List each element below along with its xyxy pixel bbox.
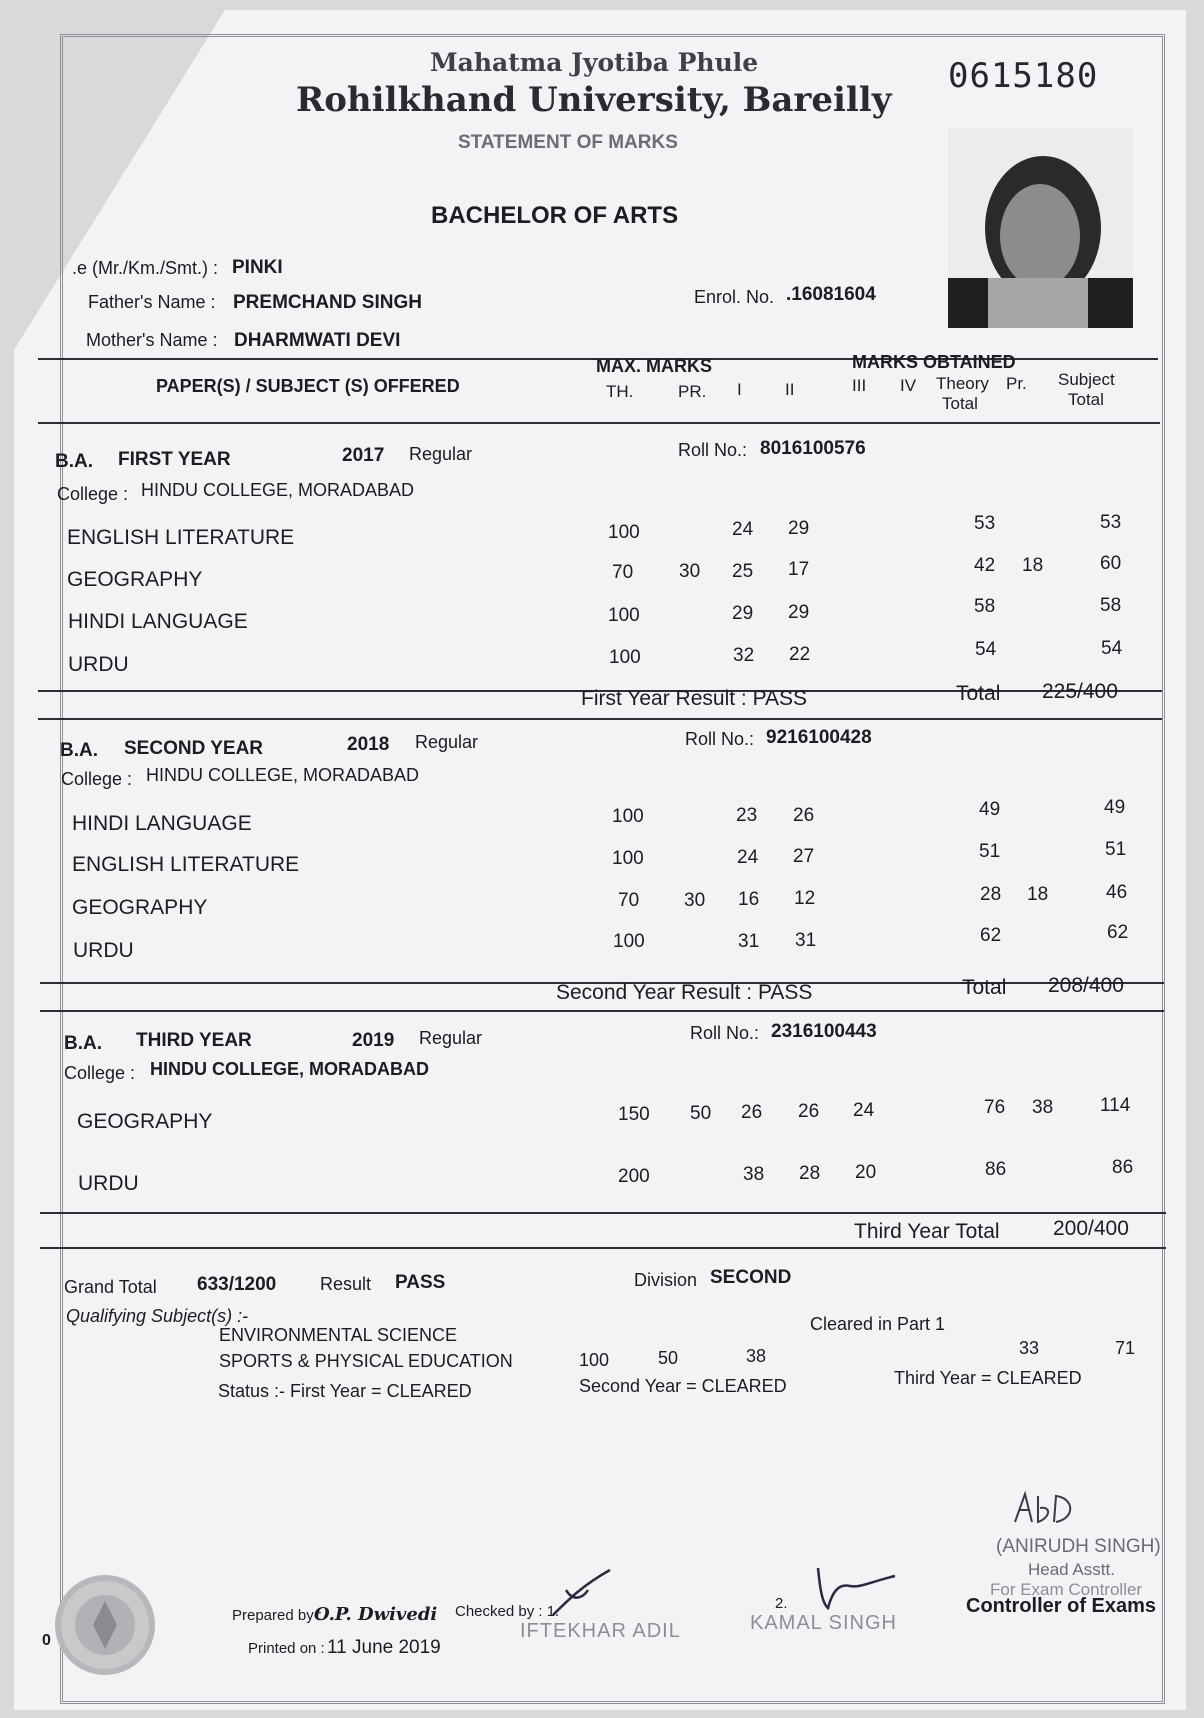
y2-roll-label: Roll No.: [685,729,755,749]
y3-roll: 2316100443 [771,1021,877,1042]
y2-college-label: College : [61,769,133,789]
table-cell: 114 [1100,1095,1131,1116]
table-cell: 30 [684,890,706,911]
table-cell: 100 [608,605,640,626]
student-name: PINKI [232,257,283,278]
table-cell: 32 [733,645,755,666]
signatory-title: Head Asstt. [1028,1560,1115,1579]
student-photo [948,128,1133,328]
division-label: Division [634,1270,698,1290]
table-cell: 86 [985,1159,1007,1180]
table-cell: 20 [855,1162,877,1183]
q-max-1: 100 [579,1350,610,1370]
table-cell: 54 [975,639,997,660]
table-cell: 100 [613,931,645,952]
university-line1: Mahatma Jyotiba Phule [430,48,759,77]
table-cell: 46 [1106,882,1128,903]
table-cell: 62 [980,925,1002,946]
table-cell: 60 [1100,553,1122,574]
y2-roll: 9216100428 [766,727,872,748]
checker-1-signature [548,1560,618,1620]
for-exam-controller: For Exam Controller [990,1580,1143,1599]
table-cell: 53 [974,513,996,534]
table-cell: 70 [612,562,634,583]
division-value: SECOND [710,1267,792,1288]
qualifying-label: Qualifying Subject(s) :- [66,1306,249,1326]
university-name: Rohilkhand University, Bareilly [296,80,892,120]
table-cell: 18 [1027,884,1049,905]
controller-signature [1010,1488,1080,1528]
table-cell: 24 [853,1100,875,1121]
table-row-subject: HINDI LANGUAGE [72,812,252,835]
table-cell: 29 [788,518,810,539]
q-obtained-1: 38 [746,1346,767,1366]
checked-label: Checked by : 1. [455,1603,560,1620]
paper-iv-header: IV [900,376,917,395]
table-cell: 100 [608,522,640,543]
table-cell: 51 [1105,839,1127,860]
y3-type: Regular [419,1028,483,1048]
y1-roll: 8016100576 [760,438,866,459]
table-cell: 31 [795,930,817,951]
y2-total-label: Total [962,976,1007,999]
checker-2-stamp: KAMAL SINGH [750,1612,897,1634]
divider [40,1247,1166,1249]
y2-ba: B.A. [60,740,98,761]
q-max-2: 50 [658,1348,679,1368]
table-cell: 150 [618,1104,650,1125]
status-first-year: Status :- First Year = CLEARED [218,1381,472,1401]
table-row-subject: ENGLISH LITERATURE [72,853,300,876]
table-cell: 49 [1104,797,1126,818]
table-cell: 70 [618,890,640,911]
mother-name: DHARMWATI DEVI [234,330,401,351]
document-title: STATEMENT OF MARKS [458,132,678,153]
max-marks-header: MAX. MARKS [596,356,712,376]
checker-2-signature [810,1558,900,1618]
table-row-subject: URDU [78,1172,139,1195]
table-cell: 29 [788,602,810,623]
practical-header: Pr. [1006,374,1027,393]
table-cell: 24 [737,847,759,868]
table-cell: 58 [1100,595,1122,616]
printed-on: 11 June 2019 [327,1637,441,1658]
y2-year: SECOND YEAR [124,738,264,759]
table-cell: 30 [679,561,701,582]
table-row-subject: GEOGRAPHY [77,1110,213,1133]
qualifying-subject-2: SPORTS & PHYSICAL EDUCATION [219,1351,513,1371]
cleared-part1: Cleared in Part 1 [810,1314,946,1334]
table-cell: 54 [1101,638,1123,659]
table-row-subject: GEOGRAPHY [67,568,203,591]
papers-header: PAPER(S) / SUBJECT (S) OFFERED [156,376,460,396]
y3-roll-label: Roll No.: [690,1023,760,1043]
table-cell: 49 [979,799,1001,820]
table-cell: 50 [690,1103,712,1124]
table-cell: 22 [789,644,811,665]
mother-label: Mother's Name : [86,330,218,350]
table-cell: 28 [980,884,1002,905]
y1-college: HINDU COLLEGE, MORADABAD [141,480,415,500]
th-header: TH. [606,382,634,401]
table-cell: 62 [1107,922,1129,943]
paper-iii-header: III [852,376,867,395]
controller-of-exams: Controller of Exams [966,1595,1157,1617]
table-cell: 86 [1112,1157,1134,1178]
checker-2-number: 2. [775,1595,788,1612]
table-cell: 38 [743,1164,765,1185]
table-row-subject: URDU [73,939,134,962]
divider [38,718,1162,720]
y1-year: FIRST YEAR [118,449,231,470]
table-cell: 17 [788,559,810,580]
printed-label: Printed on : [248,1640,325,1657]
y1-type: Regular [409,444,473,464]
table-cell: 31 [738,931,760,952]
status-second-year: Second Year = CLEARED [579,1376,787,1396]
table-cell: 28 [799,1163,821,1184]
marks-obtained-header: MARKS OBTAINED [852,352,1016,372]
pr-header: PR. [678,382,707,401]
table-cell: 18 [1022,555,1044,576]
q-total: 71 [1115,1338,1136,1358]
table-cell: 42 [974,555,996,576]
y3-total: 200/400 [1053,1217,1129,1240]
university-seal [55,1575,155,1675]
result-value: PASS [395,1272,446,1293]
table-cell: 100 [612,806,644,827]
divider [40,1010,1164,1012]
grand-total: 633/1200 [197,1274,277,1295]
q-obtained-2: 33 [1019,1338,1040,1358]
y2-result: Second Year Result : PASS [556,981,813,1004]
table-cell: 12 [794,888,816,909]
table-cell: 16 [738,889,760,910]
table-cell: 26 [793,805,815,826]
subject-header: Subject [1058,370,1115,389]
divider [40,1212,1166,1214]
signatory-name: (ANIRUDH SINGH) [996,1536,1161,1557]
y2-college: HINDU COLLEGE, MORADABAD [146,765,420,785]
y1-roll-label: Roll No.: [678,440,748,460]
divider [38,422,1160,424]
degree-title: BACHELOR OF ARTS [431,202,679,229]
y1-result: First Year Result : PASS [581,687,808,710]
table-cell: 53 [1100,512,1122,533]
y3-ba: B.A. [64,1033,102,1054]
father-label: Father's Name : [88,292,216,312]
prepared-by: O.P. Dwivedi [314,1604,438,1625]
father-name: PREMCHAND SINGH [233,292,422,313]
y3-total-label: Third Year Total [854,1220,1000,1243]
checker-1-stamp: IFTEKHAR ADIL [520,1620,681,1642]
y1-total: 225/400 [1042,680,1118,703]
grand-total-label: Grand Total [64,1277,157,1297]
enrol-label: Enrol. No. [694,287,775,307]
margin-mark: 0 [42,1632,51,1649]
table-cell: 27 [793,846,815,867]
table-cell: 38 [1032,1097,1054,1118]
status-third-year: Third Year = CLEARED [894,1368,1082,1388]
theory-total-header: Total [942,394,978,413]
serial-number: 0615180 [948,56,1099,96]
y3-year: THIRD YEAR [136,1030,252,1051]
y1-college-label: College : [57,484,129,504]
table-cell: 26 [741,1102,763,1123]
paper-ii-header: II [785,380,795,399]
qualifying-subject-1: ENVIRONMENTAL SCIENCE [219,1325,458,1345]
table-row-subject: URDU [68,653,129,676]
table-row-subject: GEOGRAPHY [72,896,208,919]
y2-type: Regular [415,732,479,752]
y3-session: 2019 [352,1030,395,1051]
prepared-label: Prepared by : [232,1607,323,1624]
table-row-subject: HINDI LANGUAGE [68,610,248,633]
table-cell: 58 [974,596,996,617]
y2-total: 208/400 [1048,974,1124,997]
y1-ba: B.A. [55,451,93,472]
paper-i-header: I [737,380,742,399]
y3-college: HINDU COLLEGE, MORADABAD [150,1059,429,1079]
table-cell: 200 [618,1166,650,1187]
y3-college-label: College : [64,1063,136,1083]
table-cell: 100 [612,848,644,869]
table-row-subject: ENGLISH LITERATURE [67,526,295,549]
subject-total-header: Total [1068,390,1104,409]
table-cell: 24 [732,519,754,540]
table-cell: 51 [979,841,1001,862]
table-cell: 23 [736,805,758,826]
y2-session: 2018 [347,734,390,755]
table-cell: 100 [609,647,641,668]
table-cell: 29 [732,603,754,624]
theory-header: Theory [936,374,989,393]
table-cell: 76 [984,1097,1006,1118]
enrol-number: .16081604 [786,284,876,305]
y1-total-label: Total [956,682,1001,705]
name-label: .e (Mr./Km./Smt.) : [72,258,219,278]
table-cell: 25 [732,561,754,582]
table-cell: 26 [798,1101,820,1122]
y1-session: 2017 [342,445,385,466]
result-label: Result [320,1274,372,1294]
